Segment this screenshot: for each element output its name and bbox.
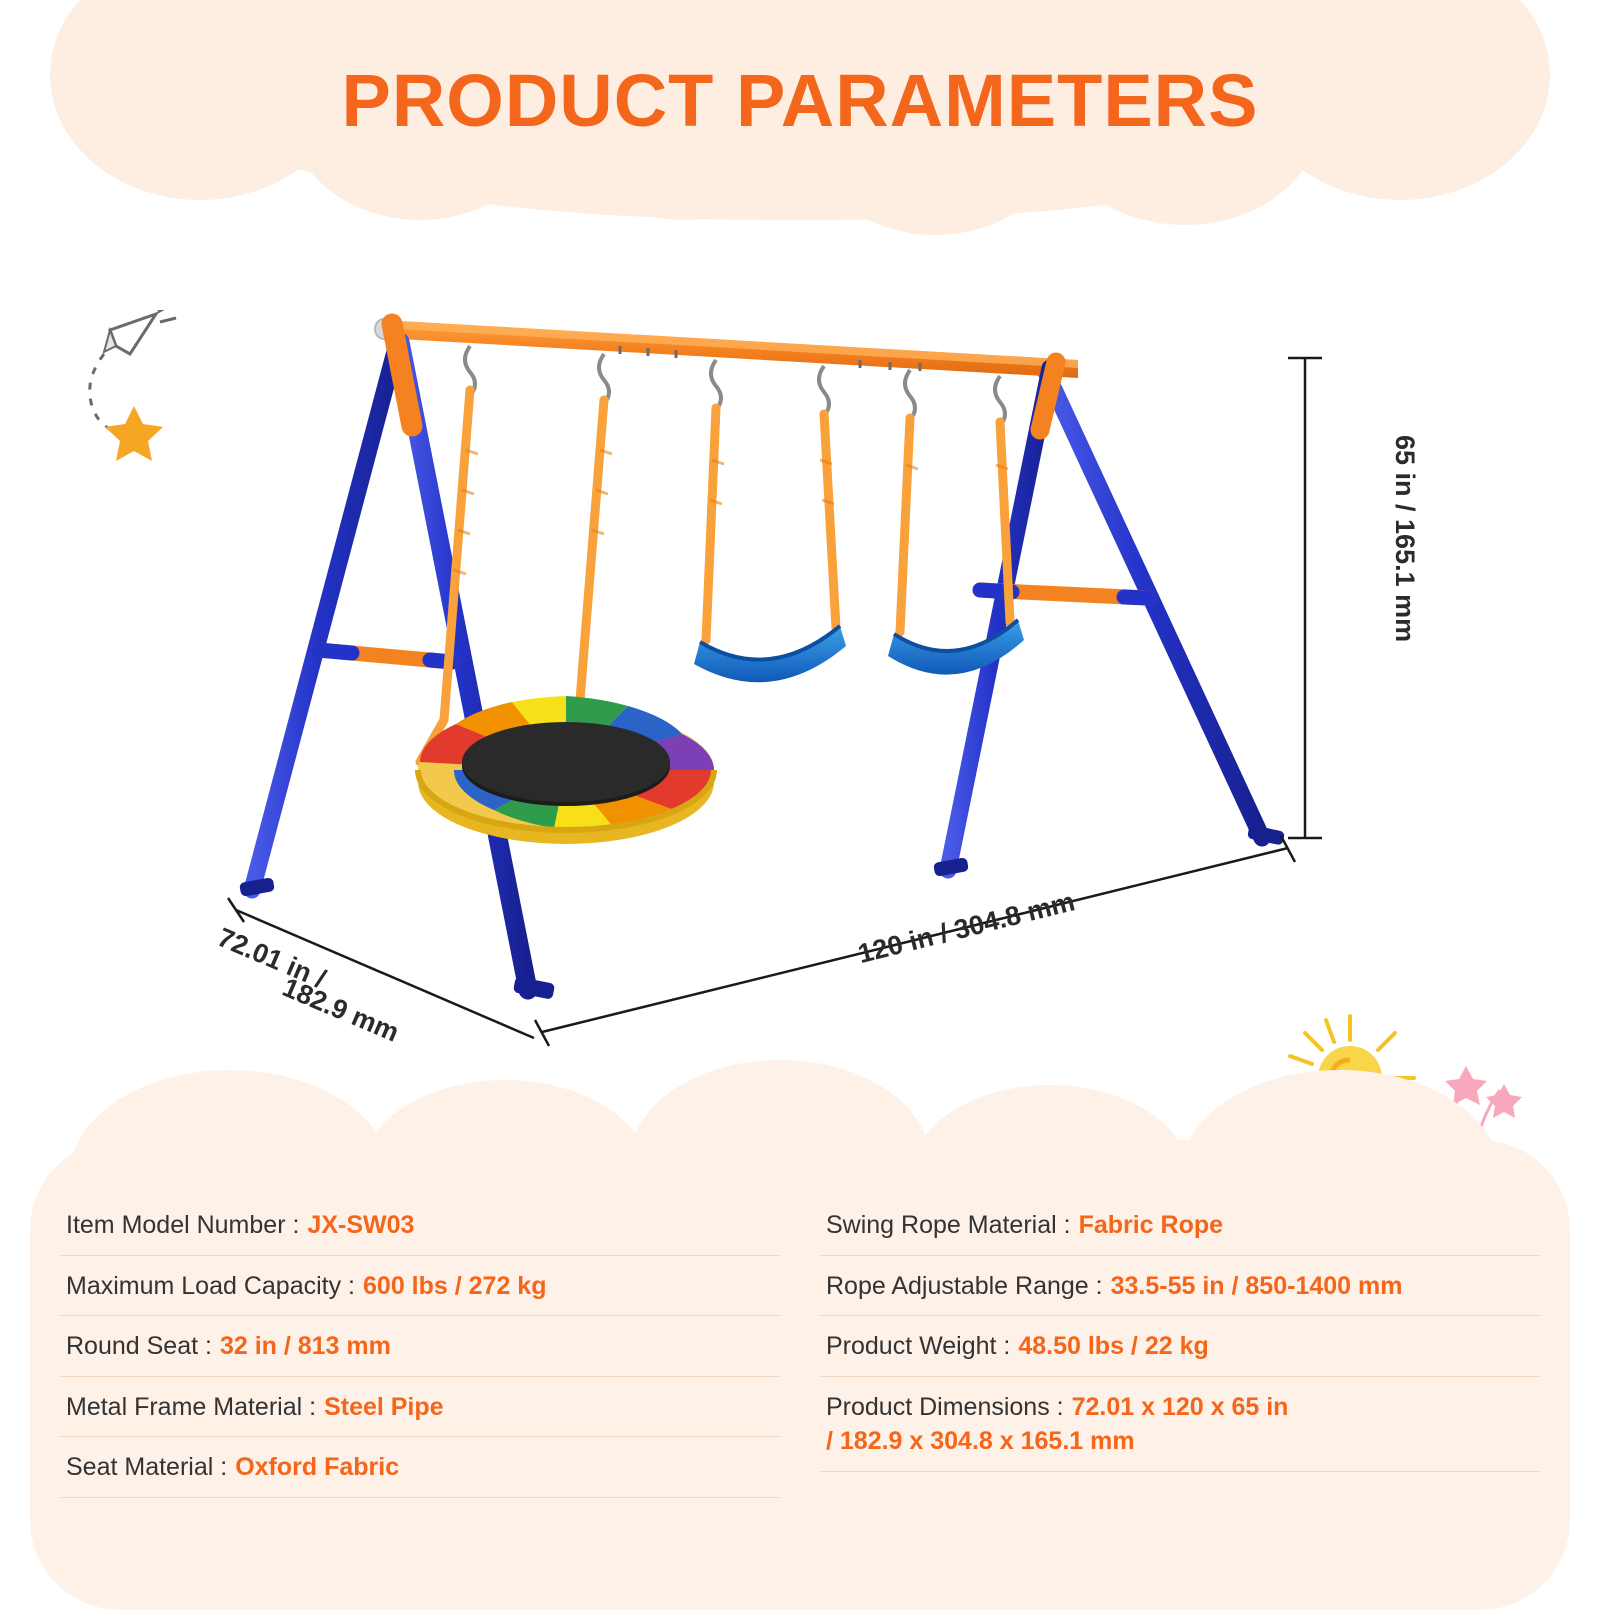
frame-back-legs (239, 340, 1285, 897)
spec-label: Maximum Load Capacity : (66, 1271, 356, 1300)
spec-row (820, 1316, 1540, 1377)
spec-row (60, 1316, 780, 1377)
dimension-lines (228, 358, 1322, 1046)
spec-label: Seat Material : (66, 1453, 228, 1481)
spec-row (60, 1256, 780, 1317)
depth-dimension-label-line1: 72.01 in / (213, 922, 331, 995)
page-title: PRODUCT PARAMETERS (341, 59, 1259, 142)
spec-row (820, 1256, 1540, 1317)
spec-value: Oxford Fabric (235, 1453, 400, 1481)
spec-value: 600 lbs / 272 kg (363, 1271, 547, 1300)
spec-row-continuation (820, 1423, 1540, 1472)
spec-value: 48.50 lbs / 22 kg (1018, 1332, 1209, 1360)
spec-value: Steel Pipe (324, 1392, 444, 1421)
spec-row (60, 1437, 780, 1498)
depth-dimension-label-line2: 182.9 mm (278, 972, 404, 1048)
spec-label: Product Dimensions : (826, 1392, 1064, 1421)
belt-swing-seat-1 (694, 626, 846, 682)
spec-value: 72.01 x 120 x 65 in (1071, 1392, 1289, 1421)
spec-value: 32 in / 813 mm (219, 1332, 391, 1360)
product-parameters-table (60, 1195, 1540, 1498)
spec-value: Fabric Rope (1078, 1211, 1224, 1239)
spec-row (60, 1195, 780, 1256)
frame-top-beam (375, 319, 1078, 378)
spec-label: Metal Frame Material : (66, 1392, 317, 1421)
spec-column-right (820, 1195, 1540, 1498)
product-illustration (0, 250, 1600, 1150)
spec-label: Item Model Number : (66, 1211, 300, 1239)
spec-row (820, 1377, 1540, 1424)
spec-value: JX-SW03 (307, 1211, 415, 1239)
spec-column-left (60, 1195, 780, 1498)
spec-row (820, 1195, 1540, 1256)
spec-label: Rope Adjustable Range : (826, 1271, 1103, 1300)
width-dimension-label: 120 in / 304.8 mm (855, 886, 1078, 970)
round-saucer-seat (418, 696, 714, 844)
height-dimension-label: 65 in / 165.1 mm (1390, 435, 1420, 643)
spec-row (60, 1377, 780, 1438)
spec-value: 33.5-55 in / 850-1400 mm (1110, 1271, 1403, 1300)
spec-value: / 182.9 x 304.8 x 165.1 mm (826, 1427, 1135, 1455)
spec-label: Product Weight : (826, 1332, 1011, 1360)
spec-label: Round Seat : (66, 1332, 212, 1360)
paper-plane-icon (60, 310, 180, 470)
spec-label: Swing Rope Material : (826, 1211, 1071, 1239)
